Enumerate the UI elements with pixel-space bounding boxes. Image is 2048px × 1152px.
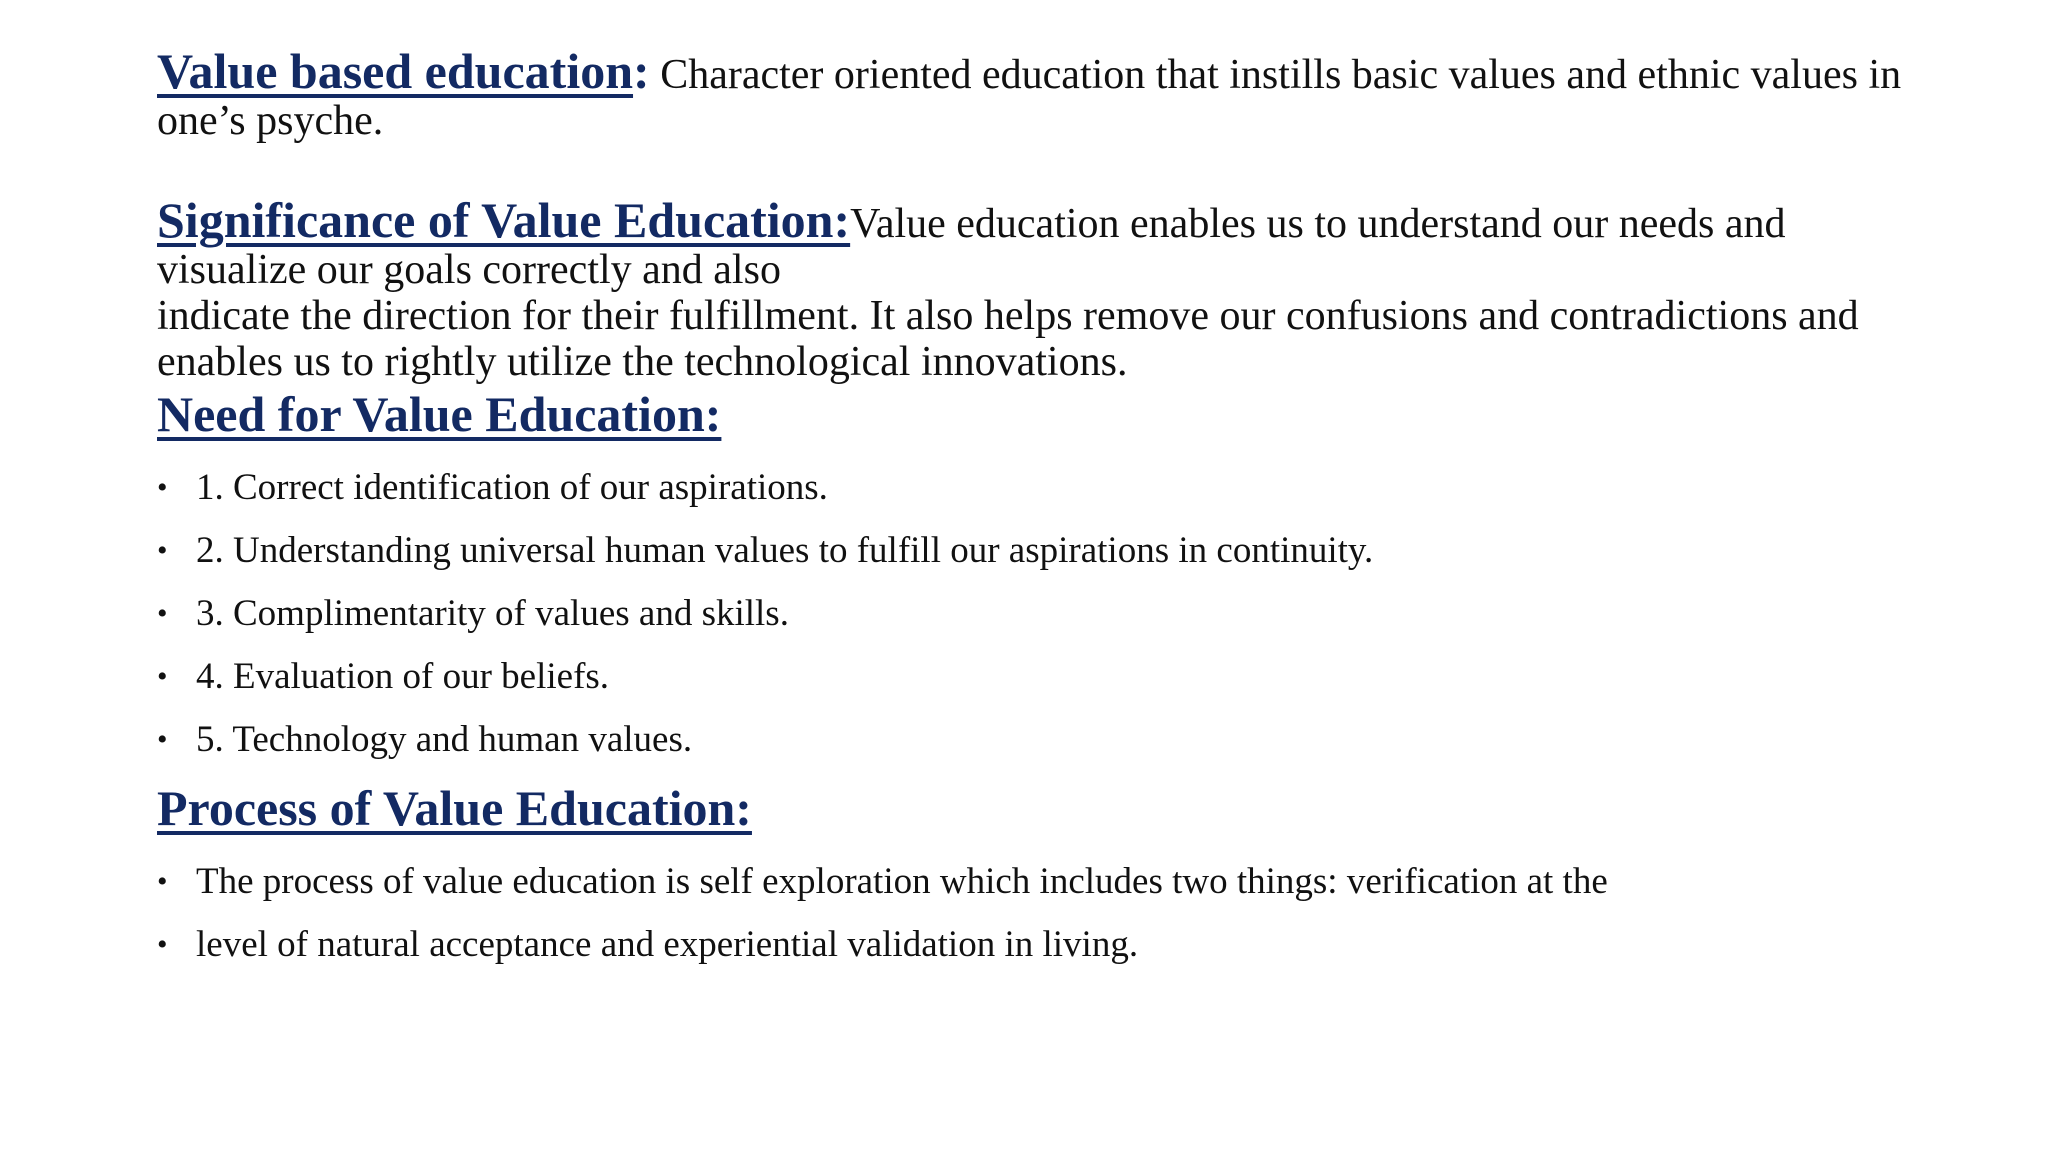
bullet-icon: • xyxy=(157,865,168,898)
list-item: • 5. Technology and human values. xyxy=(157,708,1917,771)
list-item: • 2. Understanding universal human values to fulfill our aspirations in continuity. xyxy=(157,519,1917,582)
bullet-icon: • xyxy=(157,597,168,630)
list-item: • 4. Evaluation of our beliefs. xyxy=(157,645,1917,708)
process-list xyxy=(157,850,1917,976)
list-item: • 3. Complimentarity of values and skills. xyxy=(157,582,1917,645)
significance-text-line1: Value education enables us to understand our needs and visualize our goals correctly and also xyxy=(157,201,1786,293)
bullet-icon: • xyxy=(157,928,168,961)
need-list xyxy=(157,456,1917,771)
value-based-heading: Value based education xyxy=(157,43,634,99)
bullet-icon: • xyxy=(157,723,168,756)
bullet-icon: • xyxy=(157,534,168,567)
list-item: • The process of value education is self exploration which includes two things: verification at the xyxy=(157,850,1917,913)
value-based-paragraph xyxy=(157,43,1917,144)
list-item: • level of natural acceptance and experiential validation in living. xyxy=(157,913,1917,976)
bullet-icon: • xyxy=(157,660,168,693)
process-heading: Process of Value Education: xyxy=(157,780,752,836)
value-based-text: Character oriented education that instills basic values and ethnic values in one’s psyche. xyxy=(157,52,1902,144)
bullet-icon: • xyxy=(157,471,168,504)
value-based-colon: : xyxy=(633,43,650,99)
significance-text-line2: indicate the direction for their fulfillment. It also helps remove our confusions and contradictions and enables us to rightly utilize the technological innovations. xyxy=(157,293,1859,385)
significance-paragraph xyxy=(157,192,1917,385)
list-item: • 1. Correct identification of our aspirations. xyxy=(157,456,1917,519)
significance-heading: Significance of Value Education: xyxy=(157,192,851,248)
need-heading: Need for Value Education: xyxy=(157,386,722,442)
